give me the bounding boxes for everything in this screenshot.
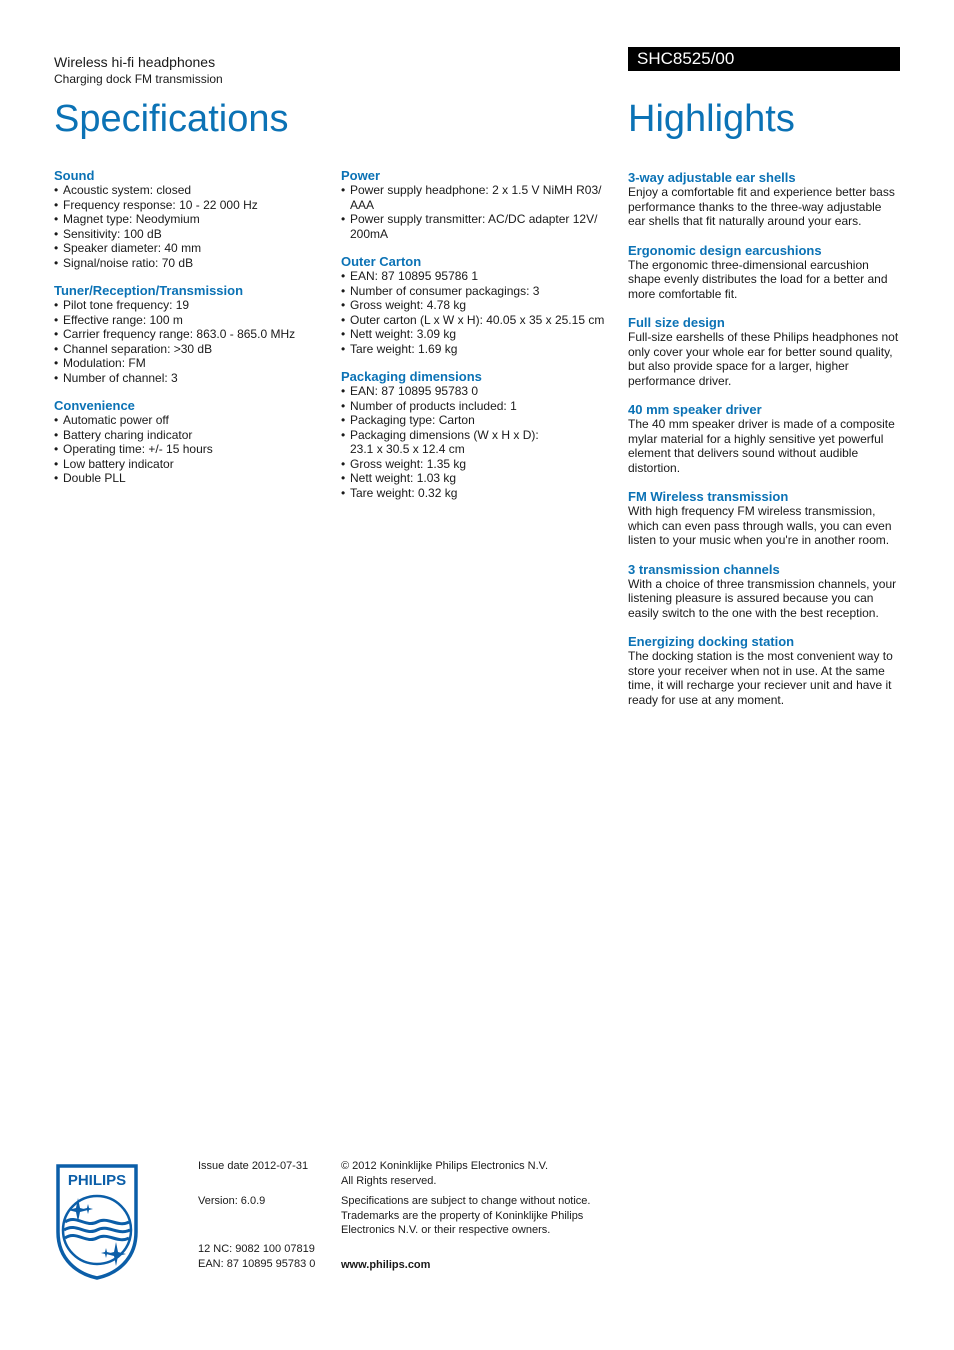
spec-item: • Signal/noise ratio: 70 dB [54, 256, 324, 271]
spec-item: • EAN: 87 10895 95783 0 [341, 384, 551, 399]
spec-section-outer-carton [341, 254, 613, 356]
spec-item: • Number of consumer packagings: 3 [341, 284, 613, 299]
spec-list [341, 183, 603, 241]
spec-item: • Packaging dimensions (W x H x D): 23.1 x 30.5 x 12.4 cm [341, 428, 551, 457]
spec-item: • Number of products included: 1 [341, 399, 551, 414]
spec-item: • Gross weight: 4.78 kg [341, 298, 613, 313]
spec-item: • Nett weight: 3.09 kg [341, 327, 613, 342]
spec-section-convenience [54, 398, 324, 486]
spec-section-power [341, 168, 613, 241]
highlights-column [628, 170, 903, 707]
spec-right-column [341, 168, 613, 500]
spec-item: • Frequency response: 10 - 22 000 Hz [54, 198, 324, 213]
highlight-heading: 3 transmission channels [628, 561, 780, 577]
highlight-item [628, 315, 903, 388]
spec-list [54, 413, 324, 486]
highlight-item [628, 243, 903, 302]
highlight-heading: 3-way adjustable ear shells [628, 170, 796, 185]
spec-item: • Operating time: +/- 15 hours [54, 442, 324, 457]
highlight-text: Enjoy a comfortable fit and experience better bass performance thanks to the three-way adjustable ear shells that fit naturally around your ears. [628, 185, 895, 228]
highlights-title: Highlights [628, 98, 795, 140]
spec-item: • Power supply transmitter: AC/DC adapter 12V/ 200mA [341, 212, 603, 241]
spec-item: • Battery charing indicator [54, 428, 324, 443]
spec-item: • Power supply headphone: 2 x 1.5 V NiMH R03/ AAA [341, 183, 603, 212]
specifications-title: Specifications [54, 98, 289, 140]
spec-list [341, 269, 613, 356]
product-line: Wireless hi-fi headphones [54, 54, 216, 70]
spec-section-heading: Power [341, 168, 381, 183]
twelve-nc: 12 NC: 9082 100 07819 [198, 1243, 315, 1255]
spec-list [341, 384, 551, 500]
spec-item: • EAN: 87 10895 95786 1 [341, 269, 613, 284]
highlight-heading: Full size design [628, 315, 725, 330]
spec-item: • Low battery indicator [54, 457, 324, 472]
spec-list [54, 183, 324, 270]
footer-ean: EAN: 87 10895 95783 0 [198, 1257, 316, 1270]
highlight-item [628, 170, 903, 229]
spec-item: • Speaker diameter: 40 mm [54, 241, 324, 256]
spec-item: • Outer carton (L x W x H): 40.05 x 35 x 25.15 cm [341, 313, 613, 328]
spec-section-heading: Packaging dimensions [341, 369, 482, 384]
highlight-text: With a choice of three transmission channels, your listening pleasure is assured because you can easily switch to the one with the best reception. [628, 576, 897, 620]
website-link[interactable]: www.philips.com [341, 1258, 431, 1271]
model-number-bar: SHC8525/00 [628, 47, 900, 71]
spec-item: • Pilot tone frequency: 19 [54, 298, 324, 313]
spec-item: • Gross weight: 1.35 kg [341, 457, 551, 472]
footer-legal-column [341, 1159, 590, 1272]
issue-date: Issue date 2012-07-31 [198, 1160, 309, 1172]
highlight-text: Full-size earshells of these Philips headphones not only cover your whole ear for better sound quality, but also provide space for a larger, higher performance driver. [628, 330, 899, 388]
spec-item: • Tare weight: 1.69 kg [341, 342, 613, 357]
spec-item: • Sensitivity: 100 dB [54, 227, 324, 242]
spec-item: • Nett weight: 1.03 kg [341, 471, 551, 486]
spec-item: • Modulation: FM [54, 356, 324, 371]
highlight-item [628, 402, 903, 475]
spec-list [54, 298, 324, 385]
spec-item: • Double PLL [54, 471, 324, 486]
copyright: © 2012 Koninklijke Philips Electronics N.V. [341, 1160, 549, 1172]
spec-section-sound [54, 168, 324, 270]
disclaimer-line: Specifications are subject to change without notice. [341, 1195, 591, 1207]
spec-section-heading: Convenience [54, 398, 135, 413]
spec-item: • Carrier frequency range: 863.0 - 865.0 MHz [54, 327, 324, 342]
product-subtitle: Charging dock FM transmission [54, 72, 223, 86]
highlight-heading: FM Wireless transmission [628, 489, 789, 504]
spec-item: • Effective range: 100 m [54, 313, 324, 328]
highlight-item [628, 562, 903, 621]
spec-item: • Automatic power off [54, 413, 324, 428]
highlight-text: The docking station is the most convenient way to store your receiver when not in use. At the same time, it will recharge your reciever unit and have it ready for use at any moment. [628, 649, 893, 707]
spec-section-tuner [54, 283, 324, 385]
highlight-heading: Energizing docking station [628, 634, 795, 649]
highlight-heading: Ergonomic design earcushions [628, 242, 822, 258]
spec-section-heading: Tuner/Reception/Transmission [54, 283, 244, 298]
spec-item: • Number of channel: 3 [54, 371, 324, 386]
spec-item: • Acoustic system: closed [54, 183, 324, 198]
highlight-text: The ergonomic three-dimensional earcushion shape evenly distributes the load for a better and more comfortable fit. [628, 257, 888, 301]
spec-section-heading: Outer Carton [341, 254, 422, 269]
disclaimer-line: Electronics N.V. or their respective owners. [341, 1224, 551, 1236]
spec-section-packaging [341, 369, 613, 500]
rights-reserved: All Rights reserved. [341, 1174, 437, 1187]
spec-item: • Channel separation: >30 dB [54, 342, 324, 357]
version: Version: 6.0.9 [198, 1194, 266, 1207]
spec-item: • Magnet type: Neodymium [54, 212, 324, 227]
highlight-heading: 40 mm speaker driver [628, 402, 762, 417]
logo-wordmark: PHILIPS [67, 1172, 127, 1189]
highlight-text: With high frequency FM wireless transmission, which can even pass through walls, you can even listen to your music when you're in another room. [628, 504, 892, 547]
highlight-text: The 40 mm speaker driver is made of a composite mylar material for a highly sensitive yet powerful element that delivers sound without audible distortion. [628, 417, 895, 475]
highlight-item [628, 634, 903, 707]
spec-section-heading: Sound [54, 168, 95, 183]
highlight-item [628, 489, 903, 548]
spec-item: • Packaging type: Carton [341, 413, 551, 428]
spec-left-column [54, 168, 324, 486]
philips-shield-logo [54, 1162, 140, 1280]
spec-item: • Tare weight: 0.32 kg [341, 486, 551, 501]
disclaimer-line: Trademarks are the property of Koninklijke Philips [341, 1209, 584, 1222]
footer-meta-column [198, 1159, 315, 1271]
